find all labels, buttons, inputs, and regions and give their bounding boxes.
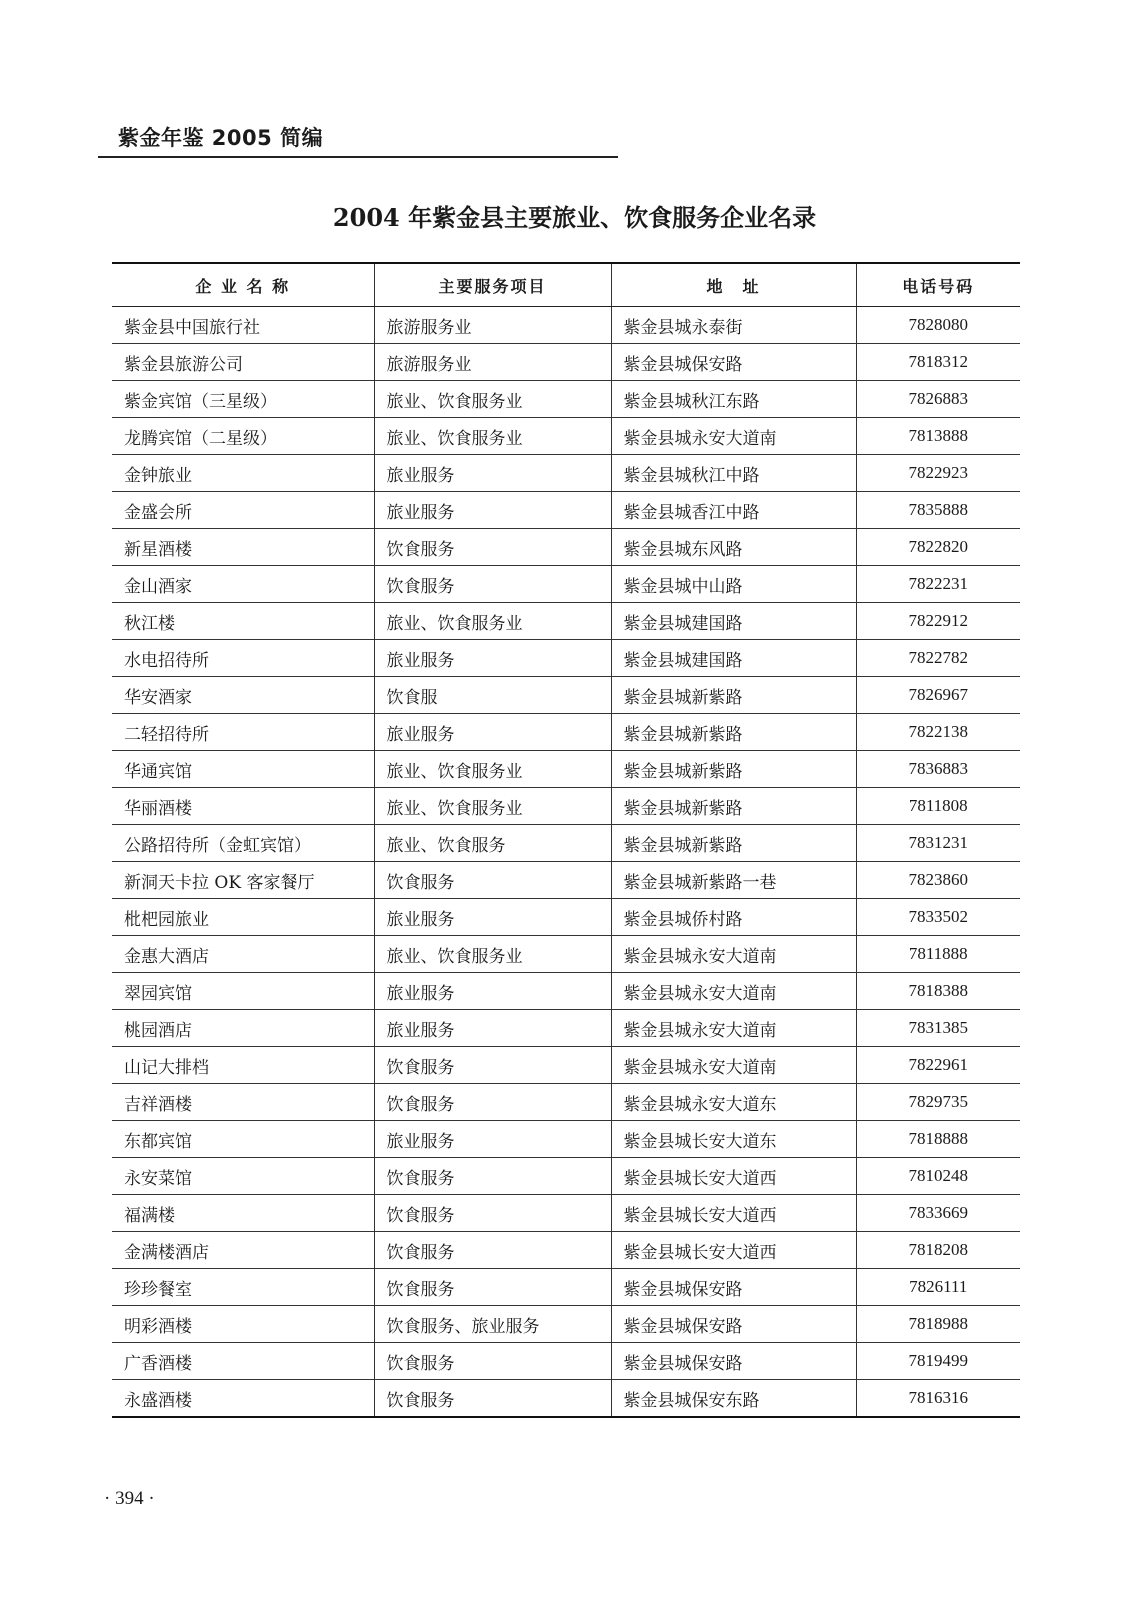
table-row: [112, 1269, 1020, 1306]
cell-phone: 7822138: [856, 714, 1020, 751]
cell-address: 紫金县城永安大道南: [611, 936, 856, 973]
table-row: [112, 825, 1020, 862]
cell-service: 旅业、饮食服务业: [374, 936, 611, 973]
cell-phone: 7810248: [856, 1158, 1020, 1195]
cell-address: 紫金县城长安大道西: [611, 1158, 856, 1195]
cell-service: 饮食服务: [374, 862, 611, 899]
cell-name: 东都宾馆: [112, 1121, 374, 1158]
table-row: [112, 751, 1020, 788]
document-title: 2004 年紫金县主要旅业、饮食服务企业名录: [332, 203, 817, 232]
cell-service: 旅业服务: [374, 899, 611, 936]
cell-name: 金山酒家: [112, 566, 374, 603]
cell-service: 旅业、饮食服务: [374, 825, 611, 862]
cell-name: 永安菜馆: [112, 1158, 374, 1195]
cell-phone: 7831385: [856, 1010, 1020, 1047]
cell-name: 水电招待所: [112, 640, 374, 677]
cell-address: 紫金县城永安大道南: [611, 973, 856, 1010]
cell-phone: 7831231: [856, 825, 1020, 862]
cell-address: 紫金县城新紫路一巷: [611, 862, 856, 899]
table-row: [112, 714, 1020, 751]
table-row: [112, 1084, 1020, 1121]
cell-service: 旅业服务: [374, 973, 611, 1010]
cell-name: 永盛酒楼: [112, 1380, 374, 1418]
cell-service: 旅业服务: [374, 1010, 611, 1047]
table-row: [112, 418, 1020, 455]
cell-address: 紫金县城香江中路: [611, 492, 856, 529]
table-row: [112, 1306, 1020, 1343]
cell-phone: 7826111: [856, 1269, 1020, 1306]
cell-phone: 7822912: [856, 603, 1020, 640]
cell-service: 旅业、饮食服务业: [374, 381, 611, 418]
cell-service: 旅业服务: [374, 455, 611, 492]
cell-service: 旅业、饮食服务业: [374, 788, 611, 825]
cell-phone: 7822231: [856, 566, 1020, 603]
cell-phone: 7811888: [856, 936, 1020, 973]
cell-name: 广香酒楼: [112, 1343, 374, 1380]
cell-address: 紫金县城长安大道西: [611, 1195, 856, 1232]
cell-phone: 7822923: [856, 455, 1020, 492]
cell-service: 饮食服务: [374, 1158, 611, 1195]
cell-phone: 7813888: [856, 418, 1020, 455]
cell-service: 饮食服务: [374, 1232, 611, 1269]
cell-address: 紫金县城新紫路: [611, 825, 856, 862]
cell-phone: 7818208: [856, 1232, 1020, 1269]
cell-service: 旅业、饮食服务业: [374, 418, 611, 455]
cell-phone: 7818888: [856, 1121, 1020, 1158]
cell-phone: 7819499: [856, 1343, 1020, 1380]
cell-phone: 7835888: [856, 492, 1020, 529]
cell-phone: 7822961: [856, 1047, 1020, 1084]
cell-phone: 7823860: [856, 862, 1020, 899]
cell-address: 紫金县城保安路: [611, 1306, 856, 1343]
column-header-address: 地 址: [611, 263, 856, 307]
cell-address: 紫金县城建国路: [611, 640, 856, 677]
table-row: [112, 899, 1020, 936]
cell-name: 华通宾馆: [112, 751, 374, 788]
cell-service: 饮食服务: [374, 1047, 611, 1084]
page-number: · 394 ·: [104, 1488, 155, 1509]
cell-address: 紫金县城保安路: [611, 1343, 856, 1380]
table-row: [112, 862, 1020, 899]
table-row: [112, 973, 1020, 1010]
cell-address: 紫金县城建国路: [611, 603, 856, 640]
cell-address: 紫金县城新紫路: [611, 788, 856, 825]
table-row: [112, 1195, 1020, 1232]
cell-name: 紫金县旅游公司: [112, 344, 374, 381]
cell-service: 饮食服: [374, 677, 611, 714]
cell-address: 紫金县城永安大道南: [611, 1010, 856, 1047]
cell-name: 山记大排档: [112, 1047, 374, 1084]
cell-phone: 7818988: [856, 1306, 1020, 1343]
cell-phone: 7833669: [856, 1195, 1020, 1232]
column-header-service: 主要服务项目: [374, 263, 611, 307]
cell-service: 饮食服务: [374, 1195, 611, 1232]
column-header-name: 企 业 名 称: [112, 263, 374, 307]
table-row: [112, 640, 1020, 677]
cell-name: 吉祥酒楼: [112, 1084, 374, 1121]
cell-name: 明彩酒楼: [112, 1306, 374, 1343]
cell-service: 饮食服务: [374, 1380, 611, 1418]
cell-address: 紫金县城新紫路: [611, 714, 856, 751]
cell-address: 紫金县城东风路: [611, 529, 856, 566]
cell-address: 紫金县城长安大道西: [611, 1232, 856, 1269]
cell-address: 紫金县城长安大道东: [611, 1121, 856, 1158]
cell-name: 新星酒楼: [112, 529, 374, 566]
cell-address: 紫金县城保安东路: [611, 1380, 856, 1418]
cell-service: 旅业、饮食服务业: [374, 751, 611, 788]
table-row: [112, 677, 1020, 714]
cell-name: 金满楼酒店: [112, 1232, 374, 1269]
cell-address: 紫金县城永泰街: [611, 307, 856, 344]
cell-phone: 7833502: [856, 899, 1020, 936]
cell-service: 旅业服务: [374, 1121, 611, 1158]
table-row: [112, 1121, 1020, 1158]
table-row: [112, 1232, 1020, 1269]
cell-name: 公路招待所（金虹宾馆）: [112, 825, 374, 862]
cell-phone: 7818388: [856, 973, 1020, 1010]
cell-name: 金盛会所: [112, 492, 374, 529]
cell-name: 翠园宾馆: [112, 973, 374, 1010]
table-row: [112, 936, 1020, 973]
table-row: [112, 603, 1020, 640]
cell-address: 紫金县城保安路: [611, 1269, 856, 1306]
cell-service: 饮食服务: [374, 1343, 611, 1380]
cell-address: 紫金县城保安路: [611, 344, 856, 381]
cell-name: 新洞天卡拉 OK 客家餐厅: [112, 862, 374, 899]
table-row: [112, 492, 1020, 529]
table-row: [112, 1010, 1020, 1047]
cell-service: 饮食服务: [374, 1084, 611, 1121]
table-body: [112, 307, 1020, 1418]
cell-service: 旅游服务业: [374, 344, 611, 381]
cell-service: 旅游服务业: [374, 307, 611, 344]
cell-address: 紫金县城永安大道南: [611, 418, 856, 455]
table-row: [112, 1380, 1020, 1418]
cell-address: 紫金县城中山路: [611, 566, 856, 603]
header-rule: [98, 156, 618, 158]
cell-name: 金钟旅业: [112, 455, 374, 492]
cell-phone: 7828080: [856, 307, 1020, 344]
column-header-phone: 电话号码: [856, 263, 1020, 307]
cell-name: 珍珍餐室: [112, 1269, 374, 1306]
cell-service: 旅业服务: [374, 714, 611, 751]
cell-service: 旅业、饮食服务业: [374, 603, 611, 640]
cell-service: 饮食服务、旅业服务: [374, 1306, 611, 1343]
table-row: [112, 566, 1020, 603]
cell-phone: 7816316: [856, 1380, 1020, 1418]
cell-phone: 7811808: [856, 788, 1020, 825]
cell-name: 紫金县中国旅行社: [112, 307, 374, 344]
cell-address: 紫金县城秋江东路: [611, 381, 856, 418]
table-row: [112, 344, 1020, 381]
table-row: [112, 455, 1020, 492]
table-row: [112, 1047, 1020, 1084]
cell-phone: 7829735: [856, 1084, 1020, 1121]
cell-address: 紫金县城永安大道南: [611, 1047, 856, 1084]
cell-name: 紫金宾馆（三星级）: [112, 381, 374, 418]
cell-name: 金惠大酒店: [112, 936, 374, 973]
table-row: [112, 529, 1020, 566]
cell-phone: 7818312: [856, 344, 1020, 381]
cell-name: 二轻招待所: [112, 714, 374, 751]
cell-phone: 7826883: [856, 381, 1020, 418]
cell-service: 旅业服务: [374, 492, 611, 529]
cell-phone: 7822820: [856, 529, 1020, 566]
cell-address: 紫金县城秋江中路: [611, 455, 856, 492]
running-head: 紫金年鉴 2005 简编: [118, 126, 324, 150]
cell-phone: 7826967: [856, 677, 1020, 714]
cell-address: 紫金县城永安大道东: [611, 1084, 856, 1121]
cell-service: 饮食服务: [374, 529, 611, 566]
table-header-row: [112, 263, 1020, 307]
enterprise-directory-table: [112, 262, 1020, 1418]
cell-name: 枇杷园旅业: [112, 899, 374, 936]
cell-service: 饮食服务: [374, 1269, 611, 1306]
cell-name: 华安酒家: [112, 677, 374, 714]
cell-name: 龙腾宾馆（二星级）: [112, 418, 374, 455]
cell-name: 华丽酒楼: [112, 788, 374, 825]
cell-phone: 7822782: [856, 640, 1020, 677]
cell-phone: 7836883: [856, 751, 1020, 788]
cell-service: 饮食服务: [374, 566, 611, 603]
table-row: [112, 307, 1020, 344]
cell-address: 紫金县城侨村路: [611, 899, 856, 936]
cell-name: 桃园酒店: [112, 1010, 374, 1047]
cell-service: 旅业服务: [374, 640, 611, 677]
cell-address: 紫金县城新紫路: [611, 751, 856, 788]
table-row: [112, 381, 1020, 418]
cell-name: 秋江楼: [112, 603, 374, 640]
table-row: [112, 1343, 1020, 1380]
cell-address: 紫金县城新紫路: [611, 677, 856, 714]
table-row: [112, 1158, 1020, 1195]
cell-name: 福满楼: [112, 1195, 374, 1232]
table-row: [112, 788, 1020, 825]
